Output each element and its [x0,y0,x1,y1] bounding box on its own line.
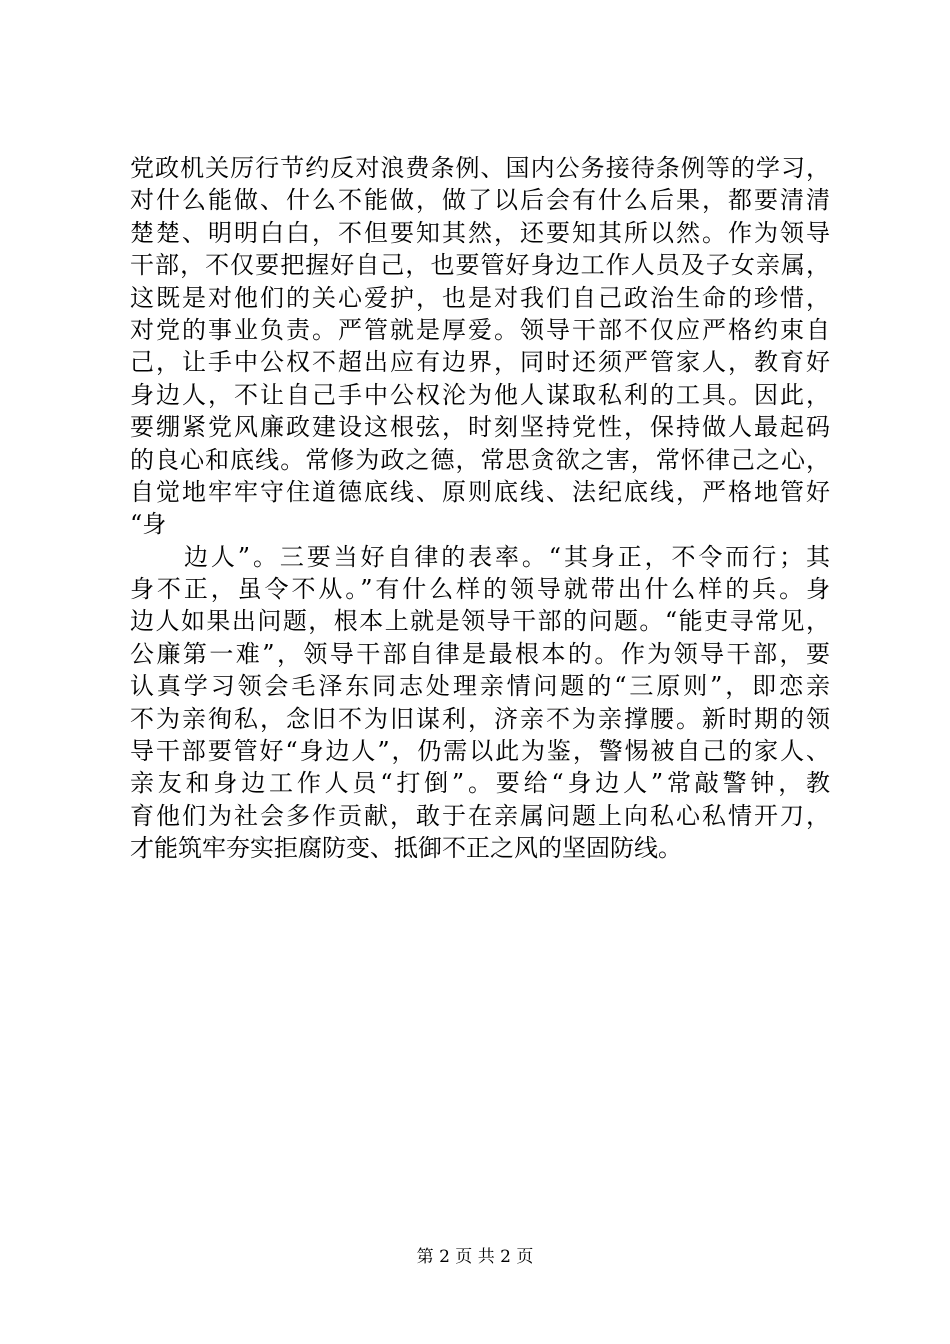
text-line: 对党的事业负责。严管就是厚爱。领导干部不仅应严格约束自 [130,315,830,344]
text-line: 身边人，不让自己手中公权沦为他人谋取私利的工具。因此， [130,380,830,409]
text-line: 边人如果出问题，根本上就是领导干部的问题。“能吏寻常见， [130,607,830,636]
text-line: 才能筑牢夯实拒腐防变、抵御不正之风的坚固防线。 [130,834,682,863]
text-line: 亲友和身边工作人员“打倒”。要给“身边人”常敲警钟，教 [130,769,830,798]
text-line: 自觉地牢牢守住道德底线、原则底线、法纪底线，严格地管好 [130,477,830,506]
text-line: 对什么能做、什么不能做，做了以后会有什么后果，都要清清 [130,186,830,215]
text-line: 边人”。三要当好自律的表率。“其身正，不令而行；其 [184,542,830,571]
page-number-footer: 第 2 页 共 2 页 [416,1247,534,1267]
text-line: 干部，不仅要把握好自己，也要管好身边工作人员及子女亲属， [130,251,830,280]
text-line: 己，让手中公权不超出应有边界，同时还须严管家人，教育好 [130,348,830,377]
text-line: 育他们为社会多作贡献，敢于在亲属问题上向私心私情开刀， [130,801,830,830]
text-line: 身不正，虽令不从。”有什么样的领导就带出什么样的兵。身 [130,575,830,604]
text-line: 楚楚、明明白白，不但要知其然，还要知其所以然。作为领导 [130,218,830,247]
text-line: 这既是对他们的关心爱护，也是对我们自己政治生命的珍惜， [130,283,830,312]
body-text [130,152,830,865]
text-line: 要绷紧党风廉政建设这根弦，时刻坚持党性，保持做人最起码 [130,413,830,442]
text-line: 的良心和底线。常修为政之德，常思贪欲之害，常怀律己之心， [130,445,830,474]
text-line: 认真学习领会毛泽东同志处理亲情问题的“三原则”，即恋亲 [130,672,830,701]
text-line: 导干部要管好“身边人”，仍需以此为鉴，警惕被自己的家人、 [130,737,830,766]
text-line: 公廉第一难”，领导干部自律是最根本的。作为领导干部，要 [130,639,830,668]
text-line: 党政机关厉行节约反对浪费条例、国内公务接待条例等的学习， [130,154,830,182]
text-line: 不为亲徇私，念旧不为旧谋利，济亲不为亲撑腰。新时期的领 [130,704,830,733]
text-line: “身 [130,510,167,539]
